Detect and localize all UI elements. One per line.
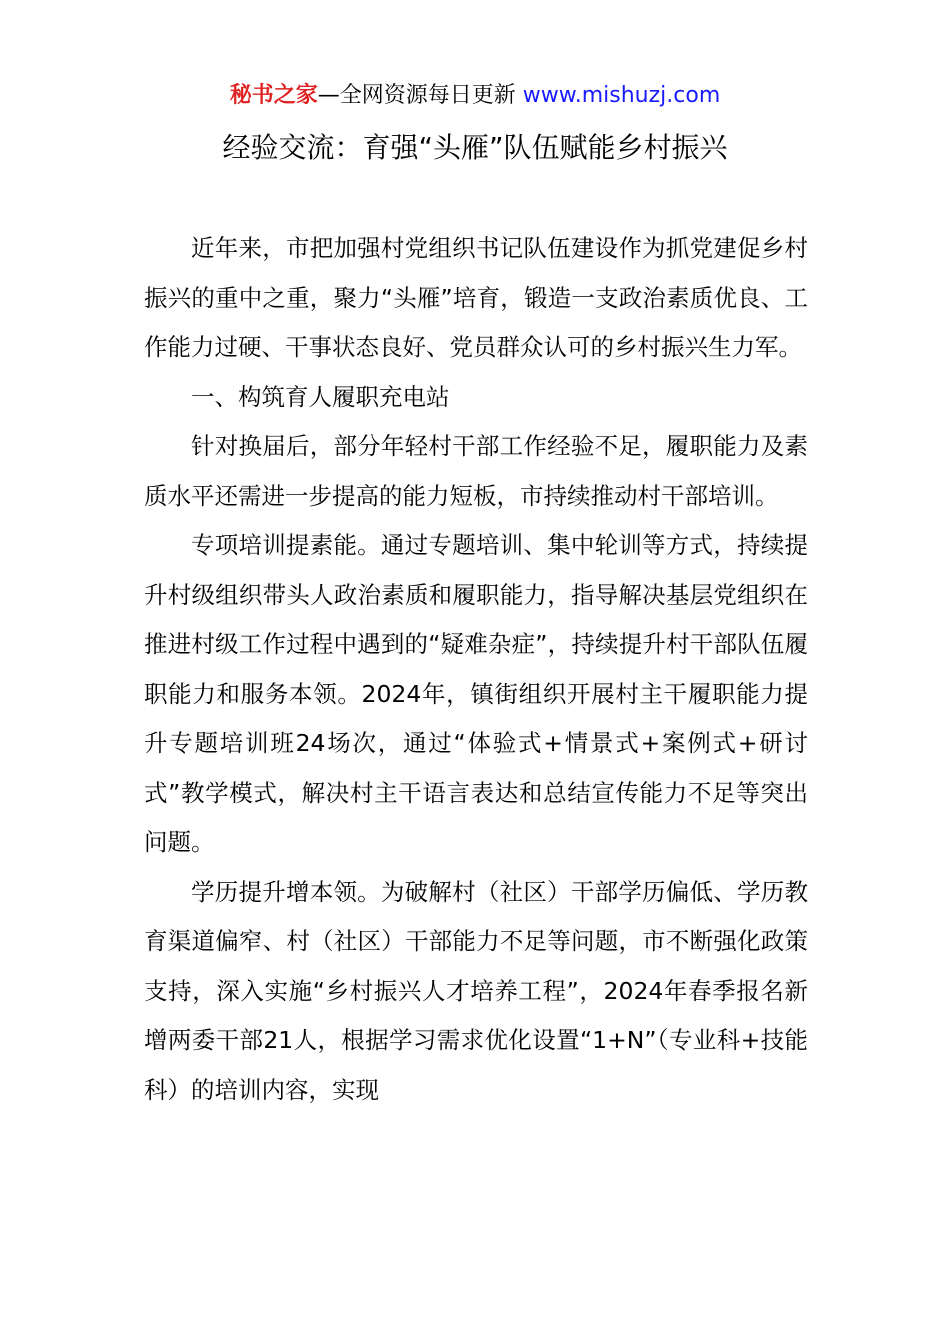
paragraph-background: 针对换届后，部分年轻村干部工作经验不足，履职能力及素质水平还需进一步提高的能力短板，市持续推动村干部培训。: [144, 432, 808, 510]
paragraph-education-upgrade: 学历提升增本领。为破解村（社区）干部学历偏低、学历教育渠道偏窄、村（社区）干部能力不足等问题，市不断强化政策支持，深入实施“乡村振兴人才培养工程”，2024年春季报名新增两委干部21人，根据学习需求优化设置“1+N”（专业科+技能科）的培训内容，实现: [144, 877, 808, 1104]
section-heading-1: 一、构筑育人履职充电站: [191, 382, 450, 411]
site-brand: 秘书之家: [229, 83, 318, 108]
site-url-link[interactable]: www.mishuzj.com: [522, 83, 721, 108]
paragraph-intro: 近年来，市把加强村党组织书记队伍建设作为抓党建促乡村振兴的重中之重，聚力“头雁”培育，锻造一支政治素质优良、工作能力过硬、干事状态良好、党员群众认可的乡村振兴生力军。: [144, 234, 808, 361]
document-body: [144, 224, 808, 1115]
site-header: [0, 80, 950, 112]
paragraph-special-training: 专项培训提素能。通过专题培训、集中轮训等方式，持续提升村级组织带头人政治素质和履职能力，指导解决基层党组织在推进村级工作过程中遇到的“疑难杂症”，持续提升村干部队伍履职能力和服务本领。2024年，镇街组织开展村主干履职能力提升专题培训班24场次，通过“体验式+情景式+案例式+研讨式”教学模式，解决村主干语言表达和总结宣传能力不足等突出问题。: [144, 531, 808, 856]
site-tagline: —全网资源每日更新: [317, 83, 523, 108]
document-title: 经验交流：育强“头雁”队伍赋能乡村振兴: [222, 131, 728, 164]
